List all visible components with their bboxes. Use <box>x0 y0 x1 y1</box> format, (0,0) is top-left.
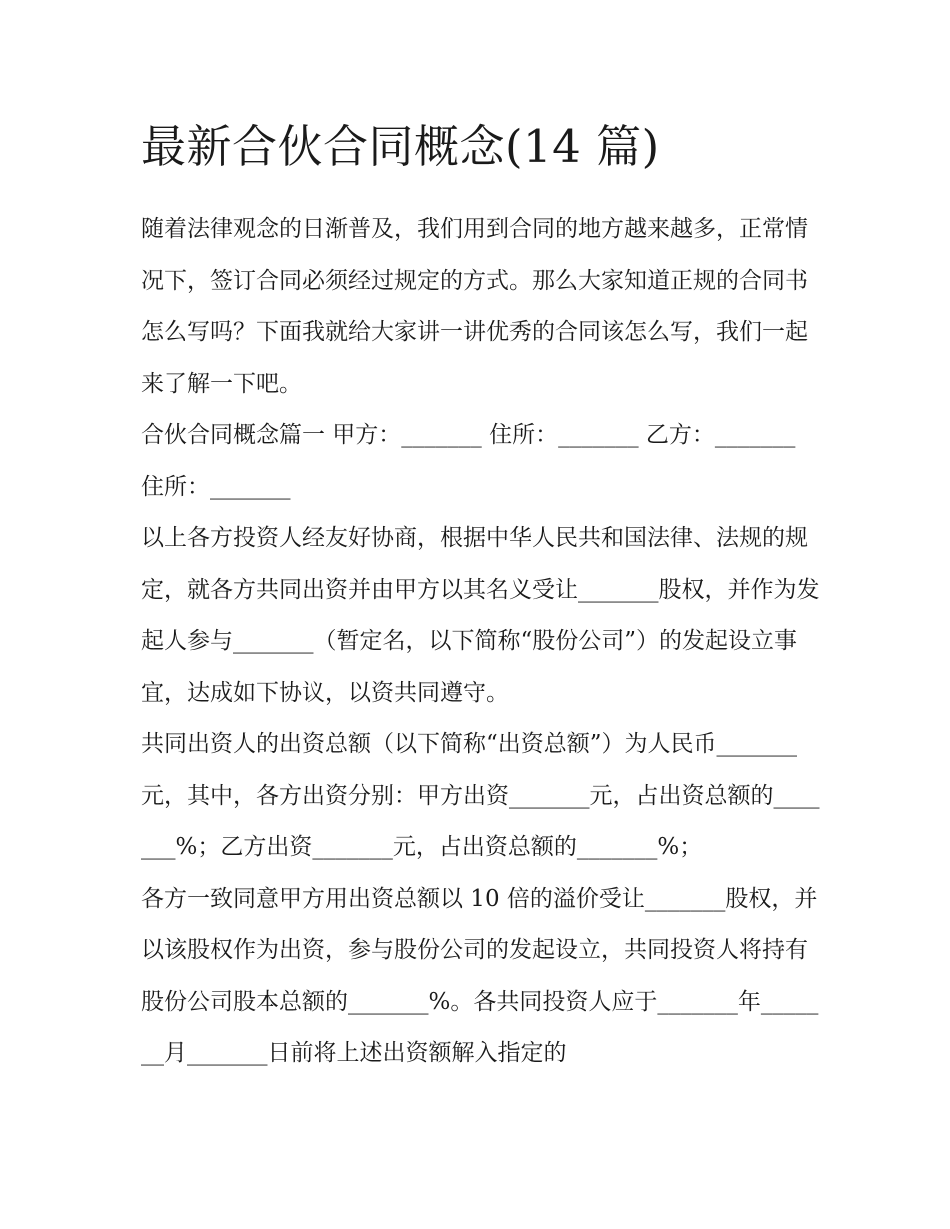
document-title: 最新合伙合同概念(14 篇) <box>141 120 660 173</box>
paragraph-agreement: 以上各方投资人经友好协商，根据中华人民共和国法律、法规的规定，就各方共同出资并由甲方以其名义受让_______股权，并作为发起人参与_______（暂定名，以下简称“股份公司”）的发起设立事宜，达成如下协议，以资共同遵守。 <box>141 525 820 706</box>
document-page <box>141 112 821 1080</box>
paragraph-parties: 合伙合同概念篇一 甲方：_______ 住所：_______ 乙方：_______ 住所：_______ <box>141 422 796 500</box>
paragraph-transfer: 各方一致同意甲方用出资总额以 10 倍的溢价受让_______股权，并以该股权作为出资，参与股份公司的发起设立，共同投资人将持有股份公司股本总额的_______%。各共同投资人应于_______年_______月_______日前将上述出资额解入指定的 <box>141 885 819 1066</box>
paragraph-capital: 共同出资人的出资总额（以下简称“出资总额”）为人民币_______元，其中，各方出资分别：甲方出资_______元，占出资总额的_______%；乙方出资_______元，占出资总额的_______%； <box>141 731 820 860</box>
paragraph-intro: 随着法律观念的日渐普及，我们用到合同的地方越来越多，正常情况下，签订合同必须经过规定的方式。那么大家知道正规的合同书怎么写吗？下面我就给大家讲一讲优秀的合同该怎么写，我们一起来了解一下吧。 <box>141 216 808 397</box>
